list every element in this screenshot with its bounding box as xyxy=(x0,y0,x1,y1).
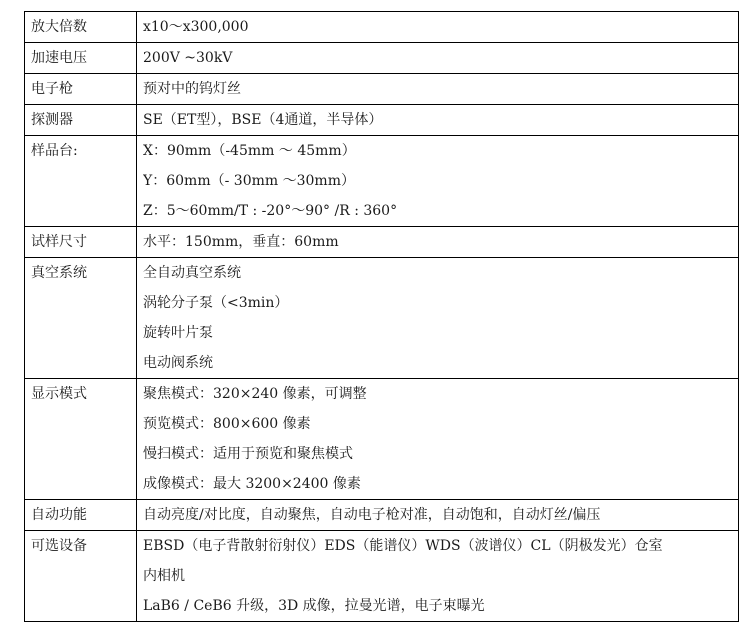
table-row xyxy=(25,105,739,136)
row-value-line: 慢扫模式：适用于预览和聚焦模式 xyxy=(143,446,353,462)
row-label-cell xyxy=(25,43,137,74)
row-value-line: X：90mm（-45mm ～ 45mm） xyxy=(143,143,356,159)
row-label: 试样尺寸 xyxy=(31,234,87,250)
row-label-cell xyxy=(25,531,137,622)
row-label: 可选设备 xyxy=(31,538,87,554)
row-label: 样品台: xyxy=(31,143,78,159)
row-value-cell xyxy=(137,43,739,74)
row-label: 探测器 xyxy=(31,112,73,128)
row-value-cell xyxy=(137,379,739,500)
row-value-line: x10～x300,000 xyxy=(143,19,249,35)
row-value-line: 内相机 xyxy=(143,568,185,584)
row-value-cell xyxy=(137,227,739,258)
row-value-line: EBSD（电子背散射衍射仪）EDS（能谱仪）WDS（波谱仪）CL（阴极发光）仓室 xyxy=(143,538,663,554)
row-label-cell xyxy=(25,105,137,136)
row-label-cell xyxy=(25,500,137,531)
row-value-line: 预览模式：800×600 像素 xyxy=(143,416,311,432)
row-value-line: 预对中的钨灯丝 xyxy=(143,81,241,97)
specifications-table xyxy=(24,11,739,622)
row-value-line: 电动阀系统 xyxy=(143,355,213,371)
row-value-line: 聚焦模式：320×240 像素，可调整 xyxy=(143,386,367,402)
row-label-cell xyxy=(25,227,137,258)
row-value-line: Y：60mm（- 30mm ～30mm） xyxy=(143,173,355,189)
row-value-line: SE（ET型），BSE（4通道，半导体） xyxy=(143,112,383,128)
row-value-cell xyxy=(137,500,739,531)
row-value-cell xyxy=(137,12,739,43)
row-value-line: 自动亮度/对比度，自动聚焦，自动电子枪对准，自动饱和，自动灯丝/偏压 xyxy=(143,507,601,523)
row-label: 电子枪 xyxy=(31,81,73,97)
row-value-line: 成像模式：最大 3200×2400 像素 xyxy=(143,476,361,492)
row-value-cell xyxy=(137,258,739,379)
row-value-line: LaB6 / CeB6 升级，3D 成像，拉曼光谱，电子束曝光 xyxy=(143,598,485,614)
table-row xyxy=(25,531,739,622)
table-row xyxy=(25,379,739,500)
row-label: 真空系统 xyxy=(31,265,87,281)
table-row xyxy=(25,74,739,105)
row-label-cell xyxy=(25,12,137,43)
table-row xyxy=(25,12,739,43)
row-value-cell xyxy=(137,531,739,622)
row-value-line: 200V ~30kV xyxy=(143,50,233,66)
row-value-cell xyxy=(137,105,739,136)
row-value-line: 全自动真空系统 xyxy=(143,265,241,281)
table-row xyxy=(25,136,739,227)
table-row xyxy=(25,43,739,74)
row-value-line: 水平：150mm，垂直：60mm xyxy=(143,234,339,250)
row-label-cell xyxy=(25,74,137,105)
row-value-line: 涡轮分子泵（<3min） xyxy=(143,295,289,311)
row-label-cell xyxy=(25,136,137,227)
row-value-cell xyxy=(137,74,739,105)
row-value-line: Z：5～60mm/T : -20°～90° /R : 360° xyxy=(143,203,398,219)
row-label: 显示模式 xyxy=(31,386,87,402)
table-row xyxy=(25,258,739,379)
row-label: 放大倍数 xyxy=(31,19,87,35)
row-label: 加速电压 xyxy=(31,50,87,66)
table-row xyxy=(25,500,739,531)
table-row xyxy=(25,227,739,258)
row-label: 自动功能 xyxy=(31,507,87,523)
row-value-cell xyxy=(137,136,739,227)
row-value-line: 旋转叶片泵 xyxy=(143,325,213,341)
row-label-cell xyxy=(25,379,137,500)
row-label-cell xyxy=(25,258,137,379)
